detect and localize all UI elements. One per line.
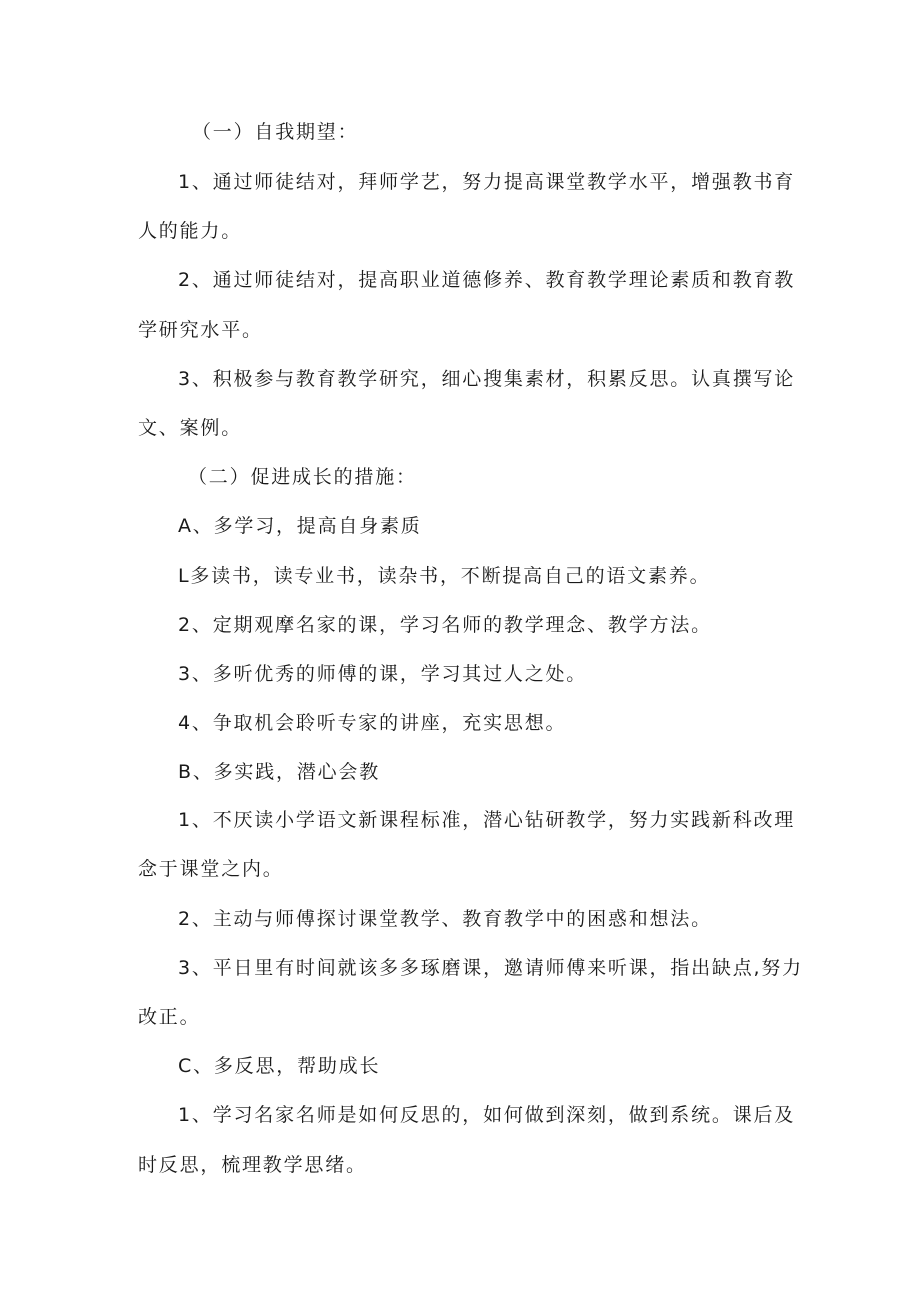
paragraph-line: 时反思，梳理教学思绪。 [138, 1154, 367, 1176]
paragraph-line: 3、积极参与教育教学研究，细心搜集素材，积累反思。认真撰写论 [178, 368, 796, 390]
paragraph-line: 人的能力。 [138, 220, 243, 242]
subheading-learning: A、多学习，提高自身素质 [178, 515, 422, 537]
paragraph-line: 1、学习名家名师是如何反思的，如何做到深刻，做到系统。课后及 [178, 1104, 796, 1126]
paragraph-line: 3、多听优秀的师傅的课，学习其过人之处。 [178, 663, 588, 685]
paragraph-line: 4、争取机会聆听专家的讲座，充实思想。 [178, 712, 567, 734]
paragraph-line: 改正。 [138, 1006, 201, 1028]
paragraph-line: L多读书，读专业书，读杂书，不断提高自己的语文素养。 [178, 565, 711, 587]
paragraph-line: 3、平日里有时间就该多多琢磨课，邀请师傅来听课，指出缺点,努力 [178, 957, 803, 979]
subheading-practice: B、多实践，潜心会教 [178, 761, 381, 783]
paragraph-line: 文、案例。 [138, 417, 243, 439]
paragraph-line: 1、通过师徒结对，拜师学艺，努力提高课堂教学水平，增强教书育 [178, 171, 796, 193]
paragraph-line: 念于课堂之内。 [138, 858, 284, 880]
section-heading-growth-measures: （二）促进成长的措施： [188, 466, 417, 488]
paragraph-line: 2、主动与师傅探讨课堂教学、教育教学中的困惑和想法。 [178, 908, 712, 930]
paragraph-line: 学研究水平。 [138, 319, 263, 341]
subheading-reflection: C、多反思，帮助成长 [178, 1055, 381, 1077]
section-heading-self-expectation: （一）自我期望： [192, 121, 359, 143]
paragraph-line: 1、不厌读小学语文新课程标准，潜心钻研教学，努力实践新科改理 [178, 809, 796, 831]
paragraph-line: 2、定期观摩名家的课，学习名师的教学理念、教学方法。 [178, 614, 712, 636]
paragraph-line: 2、通过师徒结对，提高职业道德修养、教育教学理论素质和教育教 [178, 269, 796, 291]
